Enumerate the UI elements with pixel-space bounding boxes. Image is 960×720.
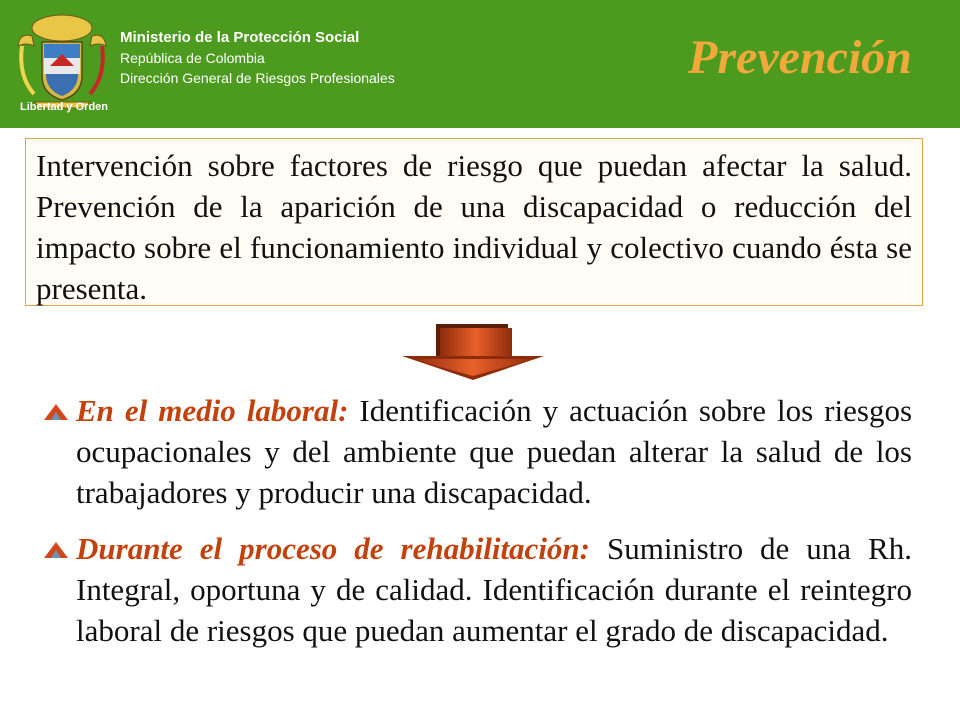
directorate-name: Dirección General de Riesgos Profesionales (120, 70, 395, 86)
slide-title: Prevención (688, 31, 912, 84)
header-banner (0, 0, 960, 128)
down-arrow-icon (398, 318, 548, 382)
bullet-icon (42, 402, 70, 422)
bullet-text: Suministro de una Rh. Integral, oportuna y de calidad. Identificación durante el reintegro laboral de riesgos que puedan aumentar el grado de discapacidad. (76, 531, 912, 648)
bullet-workplace (36, 390, 912, 513)
intro-text: Intervención sobre factores de riesgo que puedan afectar la salud. Prevención de la aparición de una discapacidad o reducción del impacto sobre el funcionamiento individual y colectivo cuando ésta se presenta. (36, 148, 912, 306)
bullet-lead: Durante el proceso de rehabilitación: (76, 531, 590, 566)
country-name: República de Colombia (120, 50, 265, 66)
intro-box (25, 138, 923, 306)
ministry-name: Ministerio de la Protección Social (120, 29, 360, 46)
bullet-rehabilitation (36, 528, 912, 651)
organization-info (120, 28, 395, 89)
bullet-text: Identificación y actuación sobre los riesgos ocupacionales y del ambiente que puedan alterar la salud de los trabajadores y producir una discapacidad. (76, 393, 913, 510)
motto: Libertad y Orden (19, 101, 109, 113)
bullet-icon (42, 540, 70, 560)
bullet-lead: En el medio laboral: (76, 393, 349, 428)
